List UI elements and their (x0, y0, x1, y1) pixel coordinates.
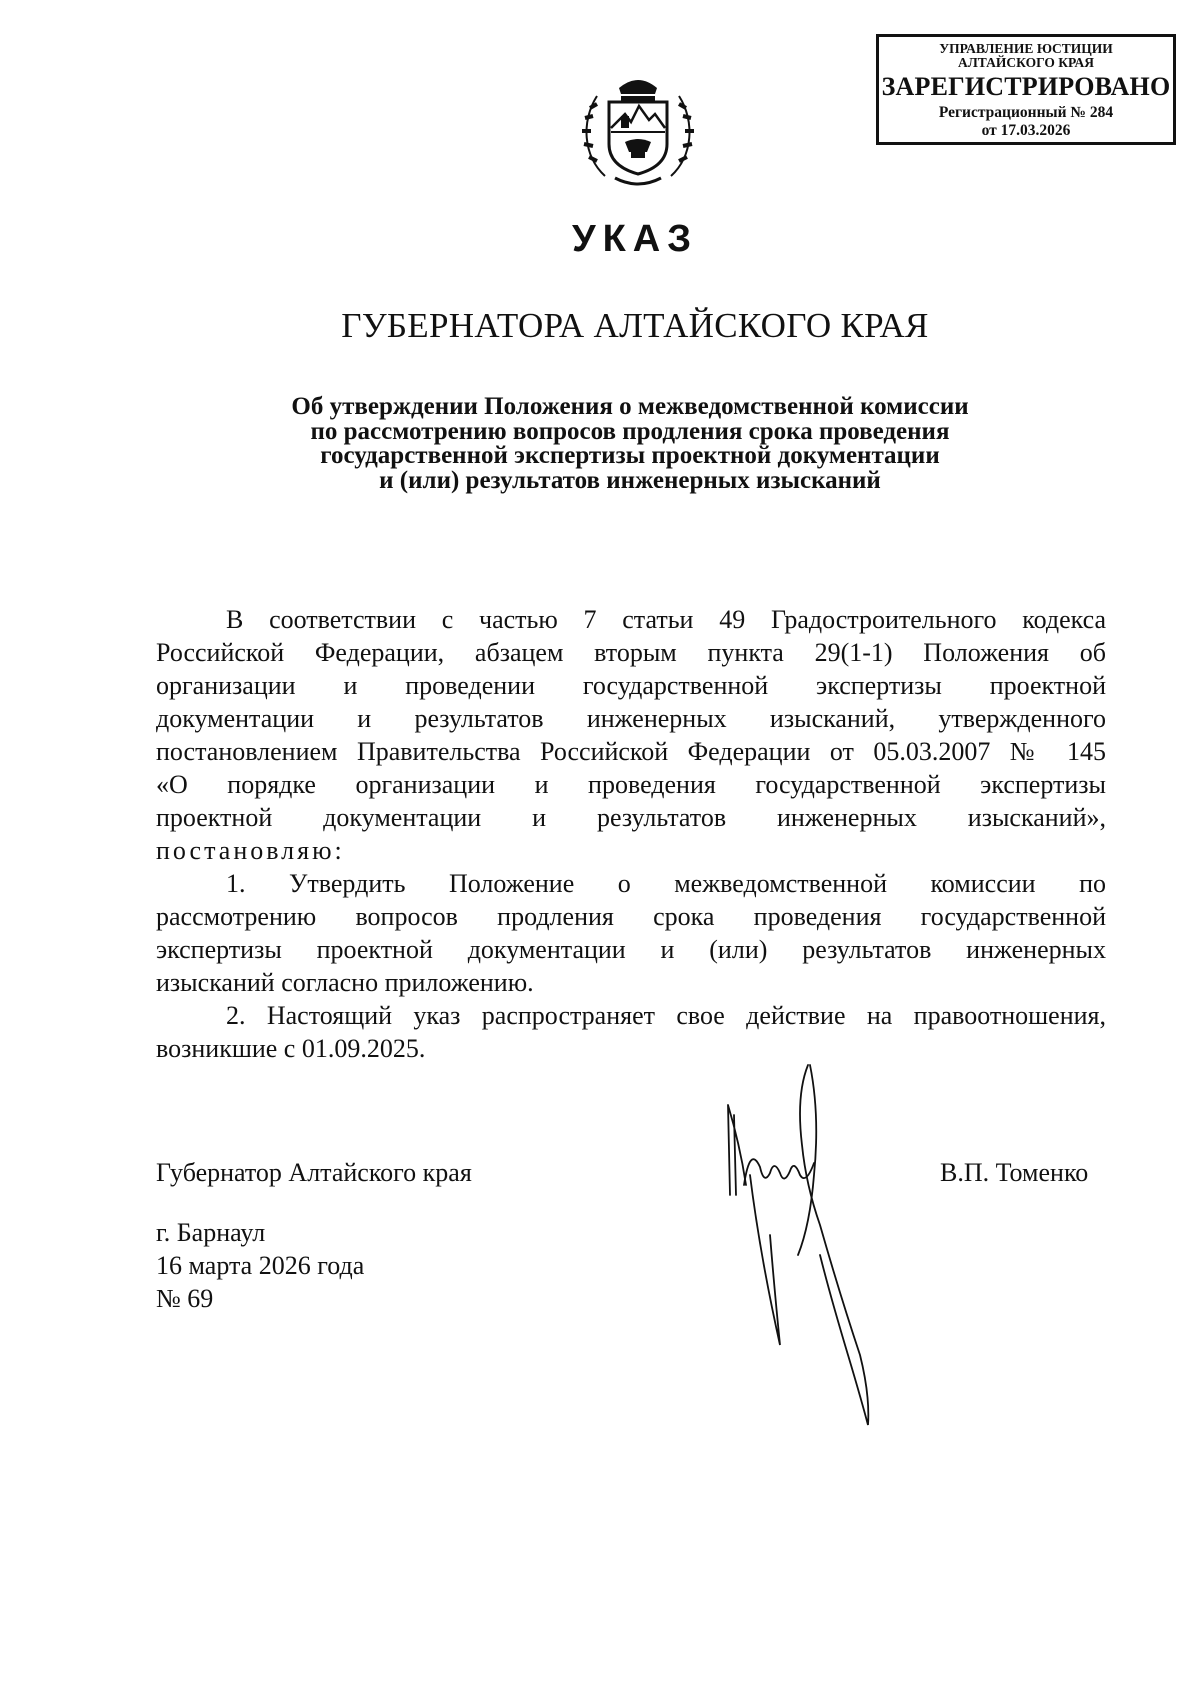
preamble-line: постановлением Правительства Российской Федерации от 05.03.2007 № 145 (156, 737, 1106, 766)
stamp-status: ЗАРЕГИСТРИРОВАНО (881, 72, 1171, 101)
item-2 (156, 999, 1106, 1065)
issue-number: № 69 (156, 1284, 214, 1313)
item-1-line: изысканий согласно приложению. (156, 968, 534, 997)
item-2-line: 2. Настоящий указ распространяет свое действие на правоотношения, (226, 1001, 1106, 1030)
subject-line: Об утверждении Положения о межведомственной комиссии (291, 393, 969, 420)
preamble (156, 603, 1106, 867)
preamble-line: проектной документации и результатов инженерных изысканий», (156, 803, 1106, 832)
preamble-line: Российской Федерации, абзацем вторым пункта 29(1-1) Положения об (156, 638, 1106, 667)
issue-date: 16 марта 2026 года (156, 1251, 365, 1280)
item-1 (156, 867, 1106, 999)
signatory-title: Губернатор Алтайского края (156, 1158, 472, 1187)
document-issuer: ГУБЕРНАТОРА АЛТАЙСКОГО КРАЯ (341, 306, 929, 345)
subject-line: государственной экспертизы проектной документации (320, 442, 940, 469)
decree-word: постановляю: (156, 836, 345, 865)
item-1-line: рассмотрению вопросов продления срока проведения государственной (156, 902, 1106, 931)
document-subject (200, 395, 1060, 493)
stamp-reg-date: от 17.03.2026 (981, 122, 1071, 139)
signatory-name: В.П. Томенко (940, 1158, 1089, 1187)
preamble-line: «О порядке организации и проведения государственной экспертизы (156, 770, 1106, 799)
subject-line: по рассмотрению вопросов продления срока проведения (310, 417, 950, 445)
item-2-line: возникшие с 01.09.2025. (156, 1034, 426, 1063)
subject-line: и (или) результатов инженерных изысканий (379, 466, 881, 494)
item-1-line: 1. Утвердить Положение о межведомственной комиссии по (226, 869, 1106, 898)
handwritten-signature (720, 1055, 890, 1435)
preamble-line: В соответствии с частью 7 статьи 49 Градостроительного кодекса (226, 605, 1106, 634)
stamp-reg-number: Регистрационный № 284 (938, 104, 1114, 121)
stamp-org-line-1: УПРАВЛЕНИЕ ЮСТИЦИИ (939, 41, 1113, 56)
stamp-org-line-2: АЛТАЙСКОГО КРАЯ (957, 55, 1095, 70)
preamble-line: документации и результатов инженерных изысканий, утвержденного (156, 704, 1106, 733)
stamp-org (879, 42, 1173, 70)
preamble-line: организации и проведении государственной экспертизы проектной (156, 671, 1106, 700)
document-body (156, 603, 1106, 1065)
document-type: УКАЗ (571, 218, 699, 260)
issue-city: г. Барнаул (156, 1218, 266, 1247)
issue-details (156, 1216, 364, 1315)
item-1-line: экспертизы проектной документации и (или) результатов инженерных (156, 935, 1106, 964)
altai-krai-coat-of-arms-icon (575, 66, 701, 192)
registration-stamp (876, 34, 1176, 145)
